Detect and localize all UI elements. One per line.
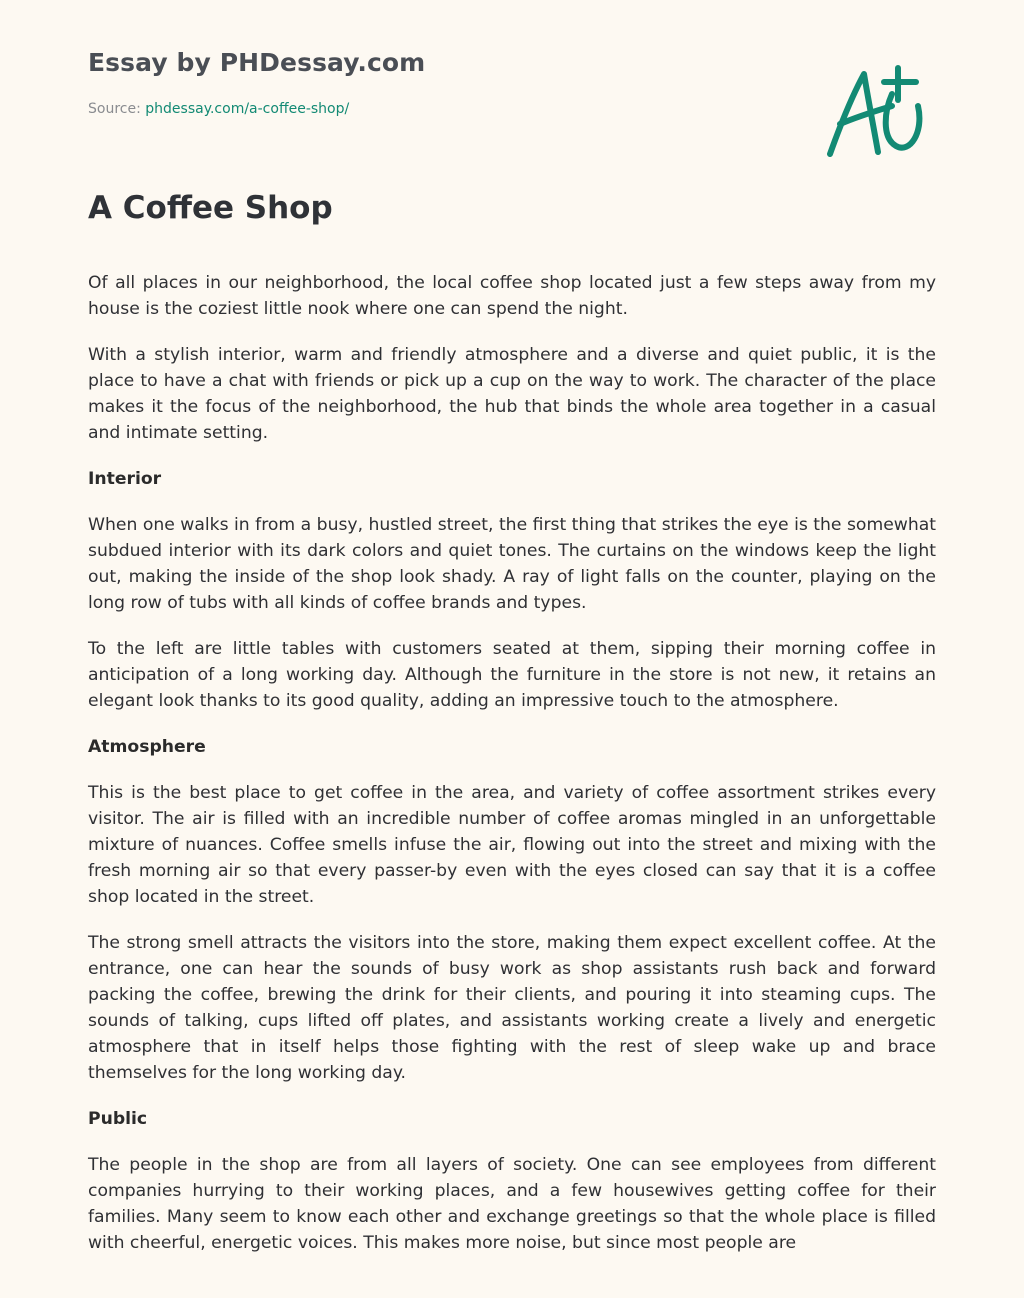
source-link[interactable]: phdessay.com/a-coffee-shop/ xyxy=(145,101,350,117)
paragraph: Of all places in our neighborhood, the local coffee shop located just a few steps away from my house is the coziest little nook where one can spend the night. xyxy=(88,273,936,319)
essay-title: A Coffee Shop xyxy=(88,190,333,226)
section-heading-atmosphere: Atmosphere xyxy=(88,737,206,757)
a-plus-logo-icon xyxy=(818,60,930,162)
section-heading-interior: Interior xyxy=(88,469,162,489)
site-brand: Essay by PHDessay.com xyxy=(88,48,426,77)
section-heading-public: Public xyxy=(88,1109,148,1129)
paragraph: With a stylish interior, warm and friendly atmosphere and a diverse and quiet public, it is the place to have a chat with friends or pick up a cup on the way to work. The character of the place makes it the focus of the neighborhood, the hub that binds the whole area together in a casual and intimate setting. xyxy=(88,345,936,443)
paragraph: When one walks in from a busy, hustled street, the first thing that strikes the eye is the somewhat subdued interior with its dark colors and quiet tones. The curtains on the windows keep the light out, making the inside of the shop look shady. A ray of light falls on the counter, playing on the long row of tubs with all kinds of coffee brands and types. xyxy=(88,515,936,613)
source-line xyxy=(88,101,349,117)
source-label: Source: xyxy=(88,101,146,117)
paragraph: The strong smell attracts the visitors into the store, making them expect excellent coffee. At the entrance, one can hear the sounds of busy work as shop assistants rush back and forward packing the coffee, brewing the drink for their clients, and pouring it into steaming cups. The sounds of talking, cups lifted off plates, and assistants working create a lively and energetic atmosphere that in itself helps those fighting with the rest of sleep wake up and brace themselves for the long working day. xyxy=(88,933,936,1083)
paragraph: To the left are little tables with customers seated at them, sipping their morning coffee in anticipation of a long working day. Although the furniture in the store is not new, it retains an elegant look thanks to its good quality, adding an impressive touch to the atmosphere. xyxy=(88,639,936,711)
paragraph: The people in the shop are from all layers of society. One can see employees from different companies hurrying to their working places, and a few housewives getting coffee for their families. Many seem to know each other and exchange greetings so that the whole place is filled with cheerful, energetic voices. This makes more noise, but since most people are xyxy=(88,1155,936,1253)
paragraph: This is the best place to get coffee in the area, and variety of coffee assortment strikes every visitor. The air is filled with an incredible number of coffee aromas mingled in an unforgettable mixture of nuances. Coffee smells infuse the air, flowing out into the street and mixing with the fresh morning air so that every passer-by even with the eyes closed can say that it is a coffee shop located in the street. xyxy=(88,783,936,907)
essay-body xyxy=(88,270,936,1276)
